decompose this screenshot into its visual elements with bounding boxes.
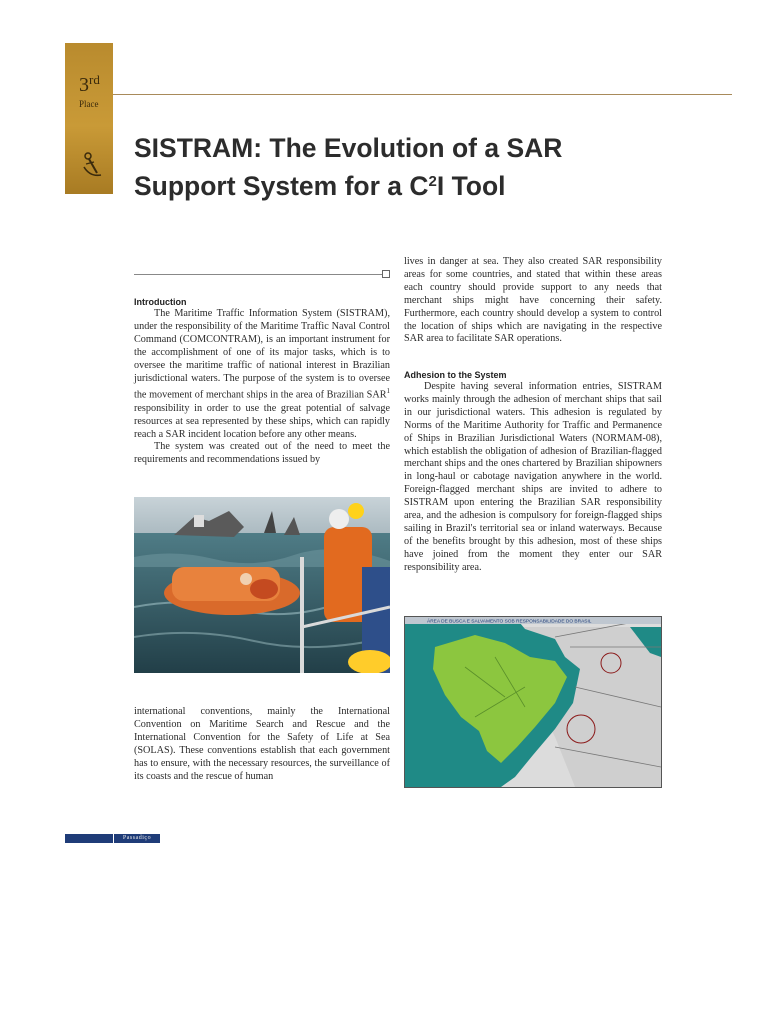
paragraph: The system was created out of the need to meet the requirements and recommendations issued by	[134, 441, 390, 466]
section-heading-adhesion: Adhesion to the System	[404, 370, 507, 380]
paragraph: lives in danger at sea. They also created SAR responsibility areas for some countries, and stated that within these areas each country should provide support to any needs that merchant ships might have concerning their safety. Furthermore, each country should develop a system to control the location of ships which are navigating in the respective SAR area to facilitate SAR operations.	[404, 256, 662, 345]
column-left-bottom	[134, 706, 390, 783]
paragraph: international conventions, mainly the International Convention on Maritime Search and Rescue and the International Convention for the Safety of Life at Sea (SOLAS). These conventions establish that each government has to ensure, with the necessary resources, the surveillance of its coasts and the rescue of human	[134, 706, 390, 782]
article-title: SISTRAM: The Evolution of a SAR Support System for a $C^2I$ Tool	[134, 133, 563, 201]
column-right-top	[404, 256, 662, 346]
section-heading-introduction: Introduction	[134, 297, 187, 307]
header-rule	[113, 94, 732, 95]
section-rule-marker	[382, 270, 390, 278]
award-badge	[65, 43, 113, 194]
footer-bar	[65, 834, 113, 843]
badge-place-label: Place	[79, 99, 99, 109]
paragraph: Despite having several information entries, SISTRAM works mainly through the adhesion of merchant ships that sail in our jurisdictional waters. This adhesion is regulated by Norms of the Maritime Authority for Traffic and Permanence of Ships in Brazilian Jurisdictional Waters (NORMAM-08), which establish the obligation of adhesion of Brazilian-flagged merchant ships and the ones chartered by Brazilian shipowners in long-haul or cabotage navigation anywhere in the world. Foreign-flagged merchant ships are invited to adhere to SISTRAM upon entering the Brazilian SAR responsibility area, and the adhesion is compulsory for foreign-flagged ships sailing in Brazil's territorial sea or inland waterways. Because of the benefits brought by this adhesion, most of these ships have joined from the moment they enter our SAR responsibility area.	[404, 381, 662, 573]
sar-area-map	[404, 616, 662, 788]
column-left-top	[134, 296, 390, 467]
rescue-photo	[134, 497, 390, 673]
paragraph: The Maritime Traffic Information System (SISTRAM), under the responsibility of the Maritime Traffic Naval Control Command (COMCONTRAM), is an important instrument for the accomplishment of one of its major tasks, which is to oversee the maritime traffic of national interest in Brazilian jurisdictional waters. The purpose of the system is to oversee the movement of merchant ships in the area of Brazilian SAR$^1$ responsibility in order to use the great potential of salvage resources at sea represented by these ships, which can rapidly reach a SAR incident location before any other means.	[134, 308, 390, 440]
footer-magazine-label: Passadiço	[114, 834, 160, 843]
anchor-icon	[82, 151, 104, 181]
column-right-adhesion	[404, 369, 662, 575]
section-rule	[134, 274, 386, 275]
map-caption: ÁREA DE BUSCA E SALVAMENTO SOB RESPONSABILIDADE DO BRASIL	[427, 619, 592, 625]
badge-ordinal: 3rd	[79, 72, 100, 96]
